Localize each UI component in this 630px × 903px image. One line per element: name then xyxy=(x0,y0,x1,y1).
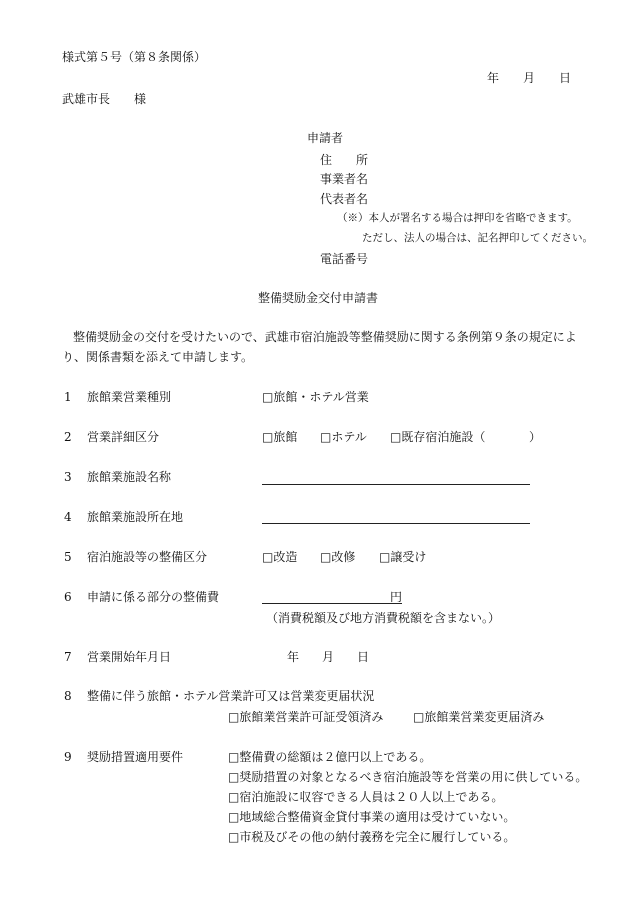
item-8-label: 整備に伴う旅館・ホテル営業許可又は営業変更届状況 xyxy=(87,689,375,703)
requirement-checkbox-tax-paid[interactable]: □市税及びその他の納付義務を完全に履行している。 xyxy=(228,830,516,844)
start-date-year-label: 年 xyxy=(287,650,300,664)
item-3-label: 旅館業施設名称 xyxy=(87,470,172,484)
form-number: 様式第５号（第８条関係） xyxy=(62,50,207,64)
document-title: 整備奨励金交付申請書 xyxy=(258,291,379,305)
requirement-checkbox-no-regional-loan[interactable]: □地域総合整備資金貸付事業の適用は受けていない。 xyxy=(228,810,516,824)
item-2-label: 営業詳細区分 xyxy=(87,430,160,444)
detail-paren-close: ） xyxy=(529,430,542,444)
seal-note-2: ただし、法人の場合は、記名押印してください。 xyxy=(362,232,593,244)
start-date-month-label: 月 xyxy=(322,650,335,664)
applicant-representative-label: 代表者名 xyxy=(320,192,369,206)
date-month-label: 月 xyxy=(523,71,536,85)
item-2-number: 2 xyxy=(64,430,72,444)
start-date-day-label: 日 xyxy=(357,650,370,664)
detail-checkbox-ryokan[interactable]: □旅館 xyxy=(262,430,298,444)
maintenance-cost-unit: 円 xyxy=(390,590,403,604)
item-4-label: 旅館業施設所在地 xyxy=(87,510,184,524)
item-8-number: 8 xyxy=(64,689,72,703)
maintenance-cost-field[interactable] xyxy=(262,603,402,604)
maintenance-checkbox-transfer[interactable]: □譲受け xyxy=(379,550,427,564)
item-1-number: 1 xyxy=(64,390,72,404)
permit-checkbox-received[interactable]: □旅館業営業許可証受領済み xyxy=(228,710,384,724)
maintenance-checkbox-remodel[interactable]: □改造 xyxy=(262,550,298,564)
item-9-number: 9 xyxy=(64,750,72,764)
facility-address-field[interactable] xyxy=(262,523,530,524)
detail-checkbox-hotel[interactable]: □ホテル xyxy=(320,430,367,444)
item-9-label: 奨励措置適用要件 xyxy=(87,750,184,764)
applicant-address-label: 住 所 xyxy=(320,153,369,167)
item-6-number: 6 xyxy=(64,590,72,604)
applicant-phone-label: 電話番号 xyxy=(320,252,369,266)
intro-line-1: 整備奨励金の交付を受けたいので、武雄市宿泊施設等整備奨励に関する条例第９条の規定によ xyxy=(73,330,577,344)
tax-exclusion-note: （消費税額及び地方消費税額を含まない。） xyxy=(266,611,501,625)
item-7-number: 7 xyxy=(64,650,72,664)
date-year-label: 年 xyxy=(487,71,500,85)
maintenance-checkbox-repair[interactable]: □改修 xyxy=(320,550,356,564)
permit-checkbox-change-notified[interactable]: □旅館業営業変更届済み xyxy=(413,710,545,724)
requirement-checkbox-capacity[interactable]: □宿泊施設に収容できる人員は２０人以上である。 xyxy=(228,790,504,804)
applicant-label: 申請者 xyxy=(307,131,344,145)
requirement-checkbox-in-business-use[interactable]: □奨励措置の対象となるべき宿泊施設等を営業の用に供している。 xyxy=(228,770,588,784)
applicant-business-name-label: 事業者名 xyxy=(320,172,369,186)
item-5-number: 5 xyxy=(64,550,72,564)
business-type-checkbox-ryokan-hotel[interactable]: □旅館・ホテル営業 xyxy=(262,390,369,404)
detail-checkbox-existing-facility[interactable]: □既存宿泊施設（ xyxy=(390,430,486,444)
addressee: 武雄市長 様 xyxy=(62,92,147,106)
item-4-number: 4 xyxy=(64,510,72,524)
item-7-label: 営業開始年月日 xyxy=(87,650,172,664)
requirement-checkbox-total-cost[interactable]: □整備費の総額は２億円以上である。 xyxy=(228,750,432,764)
intro-line-2: り、関係書類を添えて申請します。 xyxy=(62,350,254,364)
seal-note-1: （※）本人が署名する場合は押印を省略できます。 xyxy=(337,212,578,224)
item-5-label: 宿泊施設等の整備区分 xyxy=(87,550,208,564)
facility-name-field[interactable] xyxy=(262,484,530,485)
date-day-label: 日 xyxy=(559,71,572,85)
item-3-number: 3 xyxy=(64,470,72,484)
item-6-label: 申請に係る部分の整備費 xyxy=(87,590,220,604)
item-1-label: 旅館業営業種別 xyxy=(87,390,172,404)
